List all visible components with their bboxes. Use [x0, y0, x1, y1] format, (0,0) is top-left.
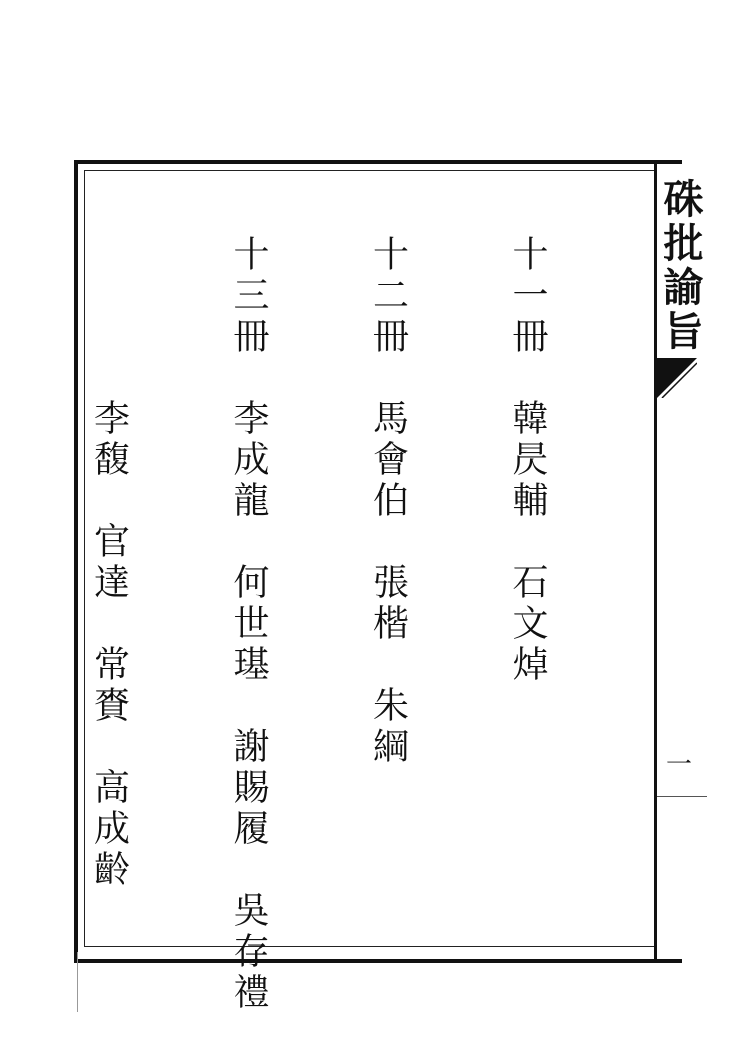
text-column: 李馥 官達 常賚 高成齡 — [88, 235, 130, 891]
fold-divider — [657, 796, 707, 797]
text-column: 十二冊 馬會伯 張楷 朱綱 — [367, 235, 409, 768]
page-number: 一 — [665, 750, 692, 780]
text-column: 十三冊 李成龍 何世璂 謝賜履 吳存禮 — [228, 235, 269, 1014]
text-body — [88, 235, 643, 1014]
fishtail-mark-icon — [657, 358, 697, 398]
book-title: 硃批諭旨 — [657, 178, 704, 354]
text-column: 十一冊 韓昃輔 石文焯 — [507, 235, 548, 686]
page-edge-mark — [77, 952, 78, 1012]
